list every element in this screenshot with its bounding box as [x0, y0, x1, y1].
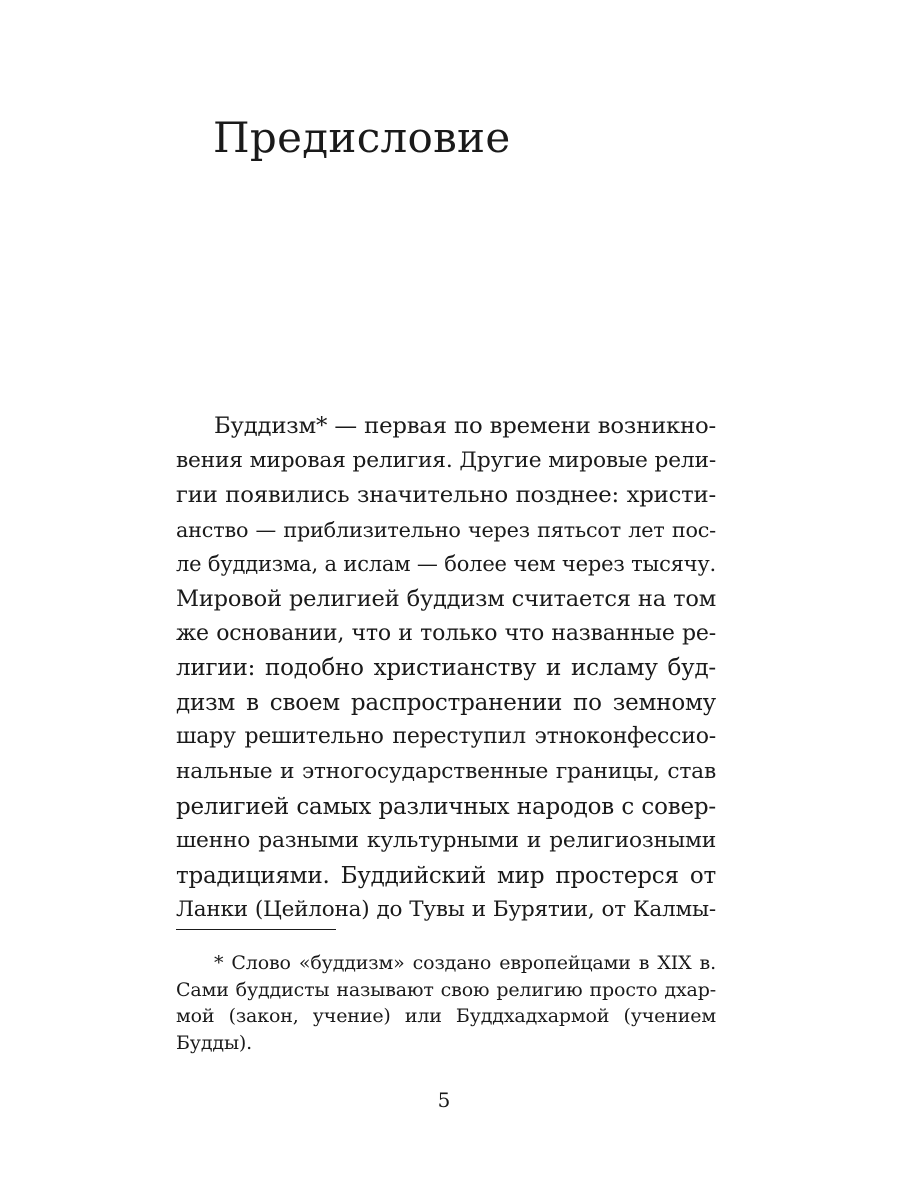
body-line: дизм в своем распространении по земному [176, 689, 716, 716]
page-number: 5 [437, 1088, 451, 1112]
footnote-line: Будды). [176, 1031, 253, 1054]
chapter-title: Предисловие [213, 113, 511, 162]
body-paragraph [176, 409, 716, 928]
body-line: же основании, что и только что названные ре- [176, 620, 716, 646]
body-line: религией самых различных народов с совер- [176, 793, 716, 820]
footnote-line: мой (закон, учение) или Буддхадхармой (учением [176, 1005, 716, 1027]
body-line: традициями. Буддийский мир простерся от [176, 862, 716, 889]
body-line: гии появились значительно позднее: христи- [176, 482, 716, 509]
footnote-line: Сами буддисты называют свою религию просто дхар- [176, 978, 716, 1001]
body-line: лигии: подобно христианству и исламу буд- [176, 655, 716, 682]
body-line: Мировой религией буддизм считается на том [176, 585, 716, 612]
footnote-line: * Слово «буддизм» создано европейцами в XIX в. [214, 952, 716, 974]
footnote [176, 950, 716, 1056]
footnote-divider [176, 929, 336, 930]
body-line: Буддизм* — первая по времени возникно- [214, 413, 716, 439]
body-line: шару решительно переступил этноконфессио- [176, 724, 716, 750]
body-line: Ланки (Цейлона) до Тувы и Бурятии, от Калмы- [176, 897, 716, 923]
body-line: шенно разными культурными и религиозными [176, 828, 716, 854]
body-line: вения мировая религия. Другие мировые рели- [176, 447, 716, 473]
body-line: анство — приблизительно через пятьсот лет пос- [176, 517, 716, 542]
body-line: ле буддизма, а ислам — более чем через тысячу. [176, 552, 716, 577]
body-line: нальные и этногосударственные границы, став [176, 758, 716, 784]
